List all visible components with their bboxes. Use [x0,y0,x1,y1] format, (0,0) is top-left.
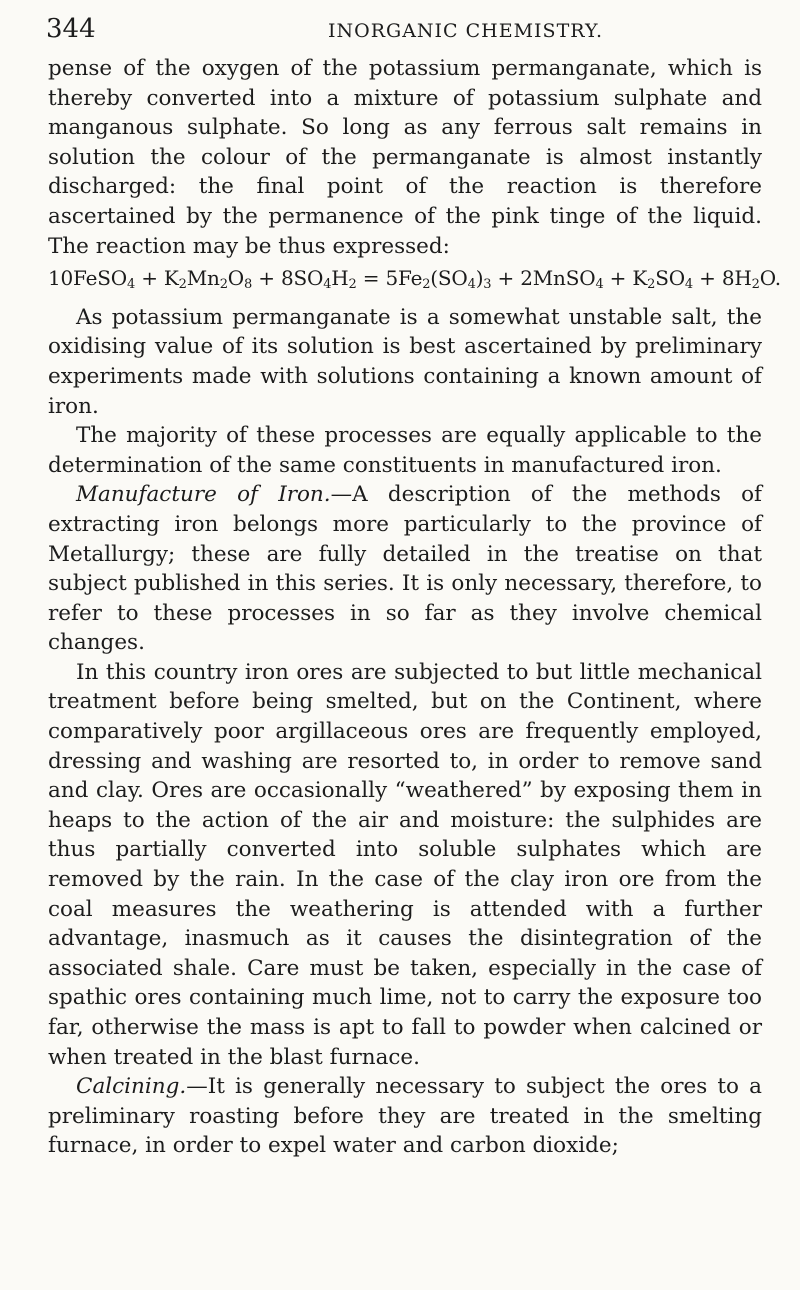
paragraph-unstable-salt: As potassium permanganate is a somewhat unstable salt, the oxidising value of its solution is best ascertained by preliminary experiments made with solutions containing a known amount of iron. [48,304,762,419]
page-header [46,14,760,54]
section-heading-calcining: Calcining. [76,1074,187,1100]
chemical-equation: 10FeSO$_4$ + $K_2Mn_2O_8 + 8SO_4H_2 = 5Fe_2(SO_4)_3$ + 2MnSO$_4$ + $K_2SO_4 + 8H_2O$. [48,266,781,293]
paragraph-calcining-text: —It is generally necessary to subject the ores to a preliminary roasting before they are treated in the smelting furnace, in order to expel water and carbon dioxide; [48,1074,762,1159]
paragraph-calcining [48,1072,762,1161]
running-head: INORGANIC CHEMISTRY. [328,20,604,42]
paragraph-ore-treatment: In this country iron ores are subjected to but little mechanical treatment before being smelted, but on the Continent, where comparatively poor argillaceous ores are frequently employed, dressing and washing are resorted to, in order to remove sand and clay. Ores are occasionally “weathered” by exposing them in heaps to the action of the air and moisture: the sulphides are thus partially converted into soluble sulphates which are removed by the rain. In the case of the clay iron ore from the coal measures the weathering is attended with a further advantage, inasmuch as it causes the disintegration of the associated shale. Care must be taken, especially in the case of spathic ores containing much lime, not to carry the exposure too far, otherwise the mass is apt to fall to powder when calcined or when treated in the blast furnace. [48,659,762,1070]
body-text [48,54,781,1161]
paragraph-manufacture-text: —A description of the methods of extracting iron belongs more particularly to the province of Metallurgy; these are fully detailed in the treatise on that subject published in this series. It is only necessary, therefore, to refer to these processes in so far as they involve chemical changes. [48,482,762,656]
paragraph-manufacture-of-iron [48,480,762,658]
section-heading-manufacture: Manufacture of Iron. [76,482,331,508]
paragraph-majority-processes: The majority of these processes are equally applicable to the determination of the same constituents in manufactured iron. [48,423,762,478]
paragraph-permanganate-reaction: pense of the oxygen of the potassium permanganate, which is thereby converted into a mixture of potassium sulphate and manganous sulphate. So long as any ferrous salt remains in solution the colour of the permanganate is almost instantly discharged: the final point of the reaction is therefore ascertained by the permanence of the pink tinge of the liquid. The reaction may be thus expressed: [48,56,762,259]
page-number: 344 [46,14,96,44]
